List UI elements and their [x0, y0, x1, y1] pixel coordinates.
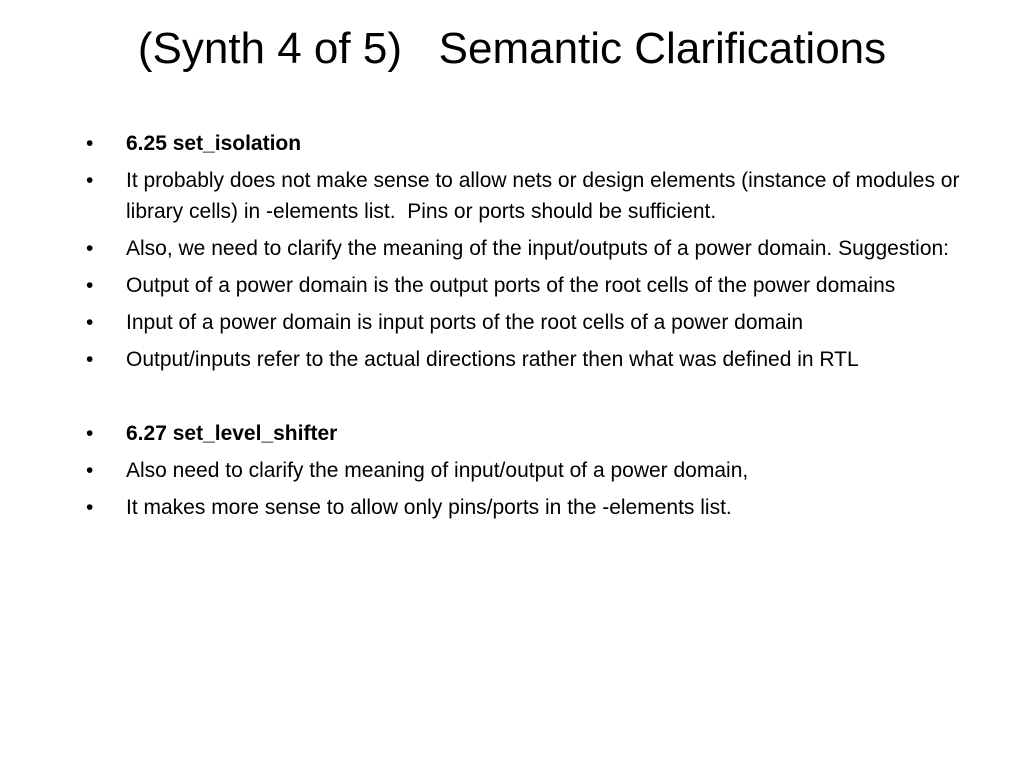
bullet-marker: •: [86, 274, 94, 297]
bullet-item: [82, 455, 962, 486]
bullet-spacer: [82, 381, 962, 418]
bullet-text: Also need to clarify the meaning of input/output of a power domain,: [126, 459, 749, 482]
bullet-item: [82, 270, 962, 301]
bullet-text: It probably does not make sense to allow nets or design elements (instance of modules or library cells) in -elements list. Pins or ports should be sufficient.: [126, 169, 966, 223]
bullet-text: Also, we need to clarify the meaning of the input/outputs of a power domain. Suggestion:: [126, 237, 950, 260]
bullet-item: [82, 344, 962, 375]
bullet-text: Output of a power domain is the output ports of the root cells of the power domains: [126, 274, 896, 297]
bullet-item: [82, 492, 962, 523]
bullet-marker: •: [86, 311, 94, 334]
bullet-item: [82, 165, 966, 227]
bullet-text: It makes more sense to allow only pins/ports in the -elements list.: [126, 496, 732, 519]
bullet-text: Input of a power domain is input ports of the root cells of a power domain: [126, 311, 804, 334]
bullet-marker: •: [86, 237, 94, 260]
bullet-marker: •: [86, 496, 94, 519]
slide-title: (Synth 4 of 5) Semantic Clarifications: [137, 24, 887, 73]
bullet-item: [82, 128, 962, 159]
bullet-text: Output/inputs refer to the actual directions rather then what was defined in RTL: [126, 348, 859, 371]
bullet-item: [82, 418, 962, 449]
bullet-item: [82, 307, 962, 338]
bullet-item: [82, 233, 962, 264]
bullet-marker: •: [86, 348, 94, 371]
bullet-marker: •: [86, 459, 94, 482]
bullet-text: 6.25 set_isolation: [126, 132, 302, 155]
bullet-list: [82, 128, 966, 529]
bullet-text: 6.27 set_level_shifter: [126, 422, 338, 445]
bullet-marker: •: [86, 169, 94, 192]
bullet-marker: •: [86, 422, 94, 445]
bullet-marker: •: [86, 132, 94, 155]
